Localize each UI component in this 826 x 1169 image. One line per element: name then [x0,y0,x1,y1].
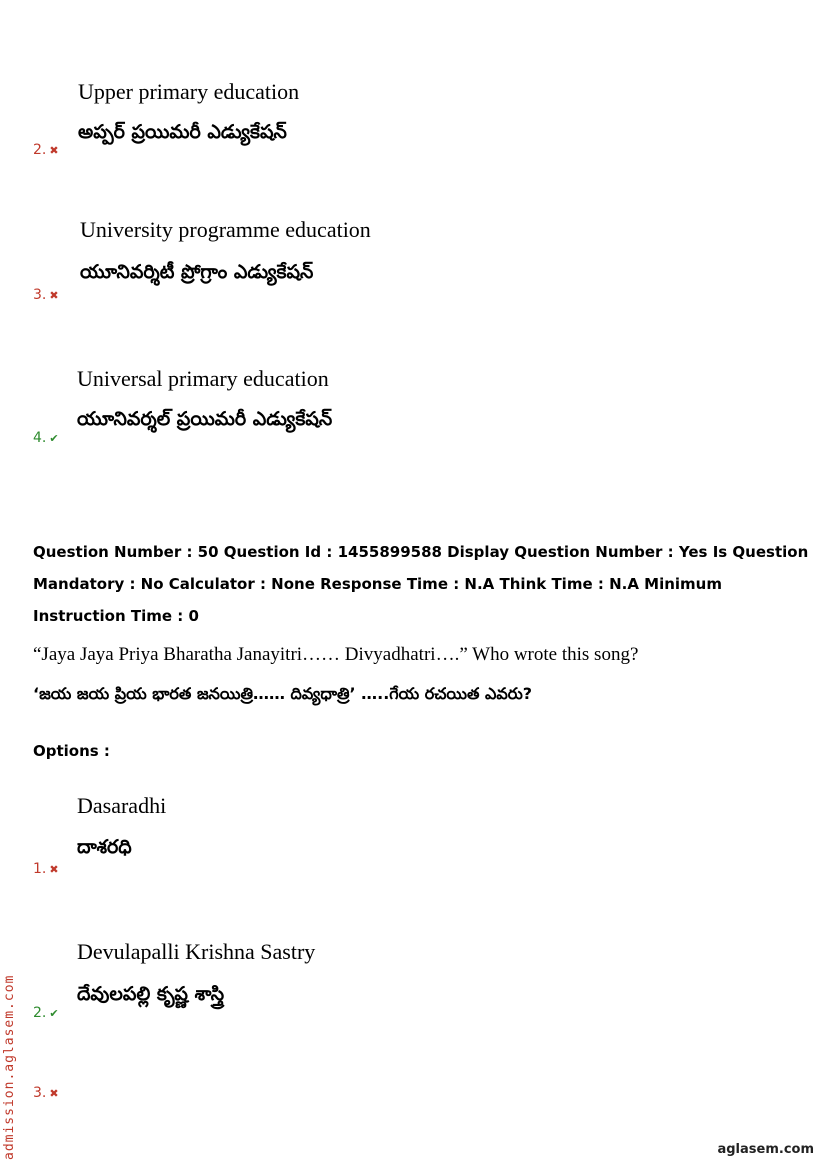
cross-icon: ✖ [49,1087,59,1100]
option-number-label: 3. [33,1085,47,1101]
option-4-number [33,430,59,446]
question-meta: Question Number : 50 Question Id : 1455899588 Display Question Number : Yes Is Question Mandatory : No Calculator : None Response Time : N.A Think Time : N.A Minimum Instruction Time : 0 [33,543,809,625]
cross-icon: ✖ [49,144,59,157]
cross-icon: ✖ [49,289,59,302]
q50-option-2-telugu: దేవులపల్లి కృష్ణ శాస్త్రి [77,983,225,1005]
side-watermark: admission.aglasem.com [2,974,17,1160]
question-text-english: “Jaya Jaya Priya Bharatha Janayitri…… Divyadhatri….” Who wrote this song? [33,644,639,665]
q50-option-1-english: Dasaradhi [77,793,167,818]
option-number-label: 2. [33,142,47,158]
cross-icon: ✖ [49,863,59,876]
q50-option-1-number [33,861,59,877]
q50-option-2-number [33,1005,59,1021]
option-number-label: 2. [33,1005,47,1021]
option-number-label: 3. [33,287,47,303]
options-label: Options : [33,742,110,760]
option-3-telugu: యూనివర్శిటీ ప్రోగ్రాం ఎడ్యుకేషన్ [80,261,314,283]
option-3-english: University programme education [80,217,371,242]
check-icon: ✔ [49,432,59,445]
footer-brand: aglasem.com [717,1142,814,1157]
q50-option-3-number [33,1085,59,1101]
check-icon: ✔ [49,1007,59,1020]
option-4-english: Universal primary education [77,366,329,391]
question-text-telugu: ‘జయ జయ ప్రియ భారత జనయిత్రి…… దివ్యధాత్రి’ …..గేయ రచయిత ఎవరు? [33,684,533,703]
option-2-english: Upper primary education [78,79,300,104]
option-2-telugu: అప్పర్ ప్రయిమరీ ఎడ్యుకేషన్ [78,121,287,143]
option-2-number [33,142,59,158]
q50-option-2-english: Devulapalli Krishna Sastry [77,939,316,964]
option-3-number [33,287,59,303]
option-number-label: 1. [33,861,47,877]
option-4-telugu: యూనివర్శల్ ప్రయిమరీ ఎడ్యుకేషన్ [77,408,333,430]
option-number-label: 4. [33,430,47,446]
q50-option-1-telugu: దాశరధి [77,836,132,858]
